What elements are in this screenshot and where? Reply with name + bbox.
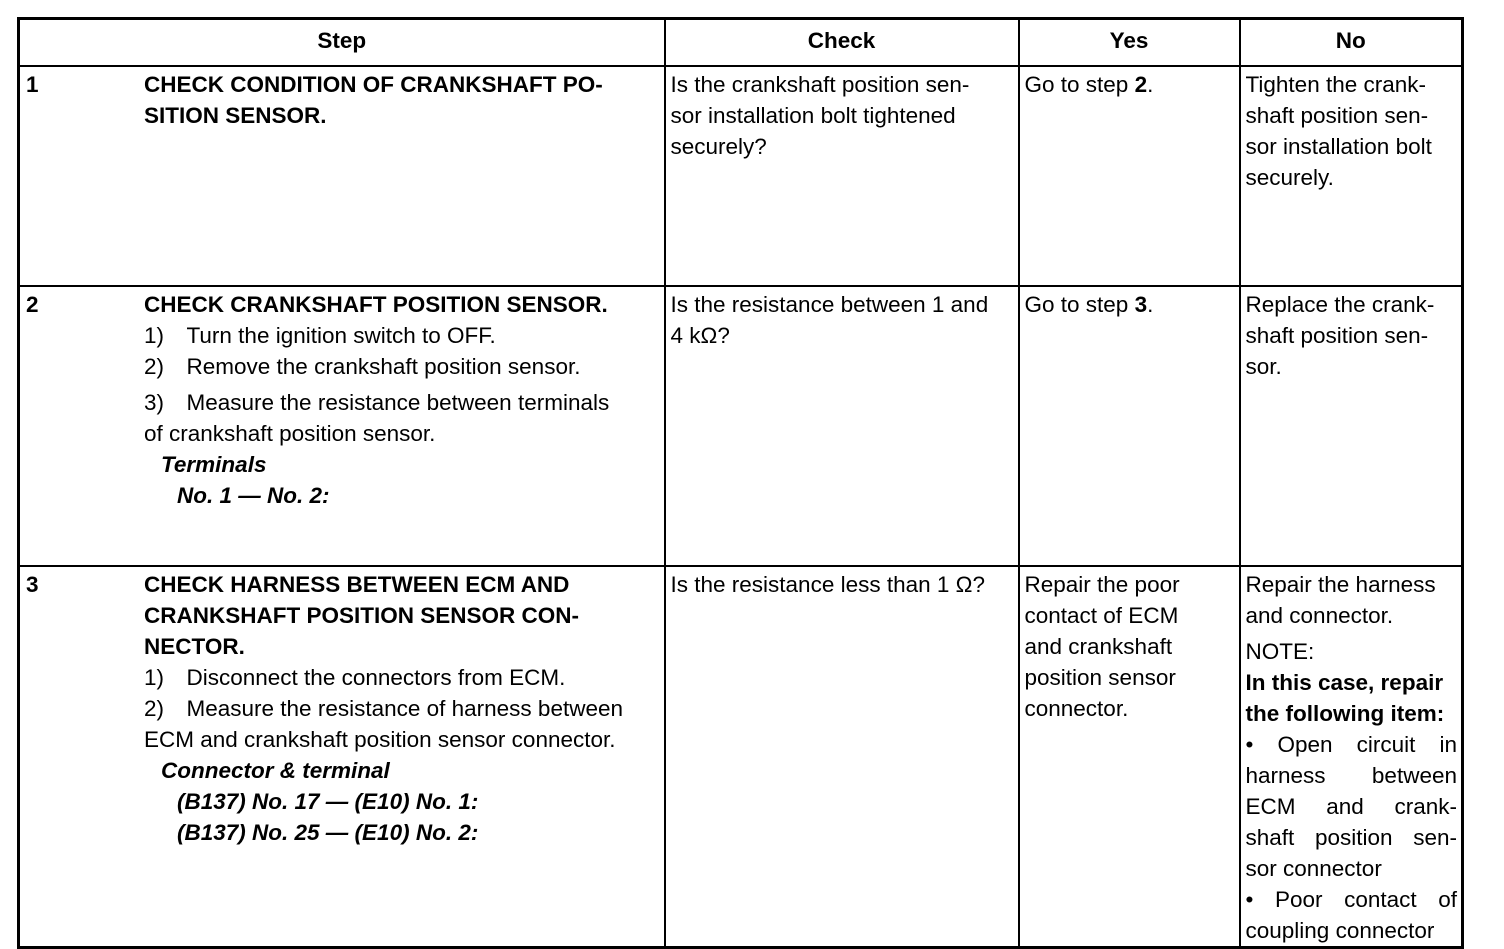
header-check: Check [665,19,1019,67]
step-number: 3 [26,572,39,597]
no-line: shaft position sen- [1245,323,1429,348]
check-cell [665,66,1019,286]
no-cell [1240,566,1463,948]
bullet-line: harness between [1245,763,1457,788]
bullet-line: shaft position sen- [1245,825,1457,850]
yes-cell [1019,566,1240,948]
step-title-line: NECTOR. [144,634,245,659]
no-line: Repair the harness [1245,572,1436,597]
step-title-line: CHECK CRANKSHAFT POSITION SENSOR. [144,292,608,317]
yes-action: Go to step 2. [1024,72,1154,97]
instruction-line: 1) Turn the ignition switch to OFF. [144,323,496,348]
step-number: 2 [26,292,39,317]
yes-line: position sensor [1024,665,1176,690]
check-line: Is the resistance between 1 and [670,292,989,317]
step-cell [19,66,665,286]
step-title-line: SITION SENSOR. [144,103,327,128]
no-cell [1240,286,1463,566]
yes-cell [1019,286,1240,566]
step-title-line: CRANKSHAFT POSITION SENSOR CON- [144,603,580,628]
step-cell [19,286,665,566]
step-cell [19,566,665,948]
connector-terminal-heading: Connector & terminal [161,758,390,783]
yes-step-ref: 3 [1134,292,1148,317]
table-row [19,286,1463,566]
yes-cell [1019,66,1240,286]
header-row [19,19,1463,67]
terminals-heading: Terminals [161,452,267,477]
instruction-line: 3) Measure the resistance between terminals [144,390,610,415]
bullet-line: sor connector [1245,856,1382,881]
check-line: Is the resistance less than 1 Ω? [670,572,985,597]
terminal-spec: No. 1 — No. 2: [177,483,330,508]
bullet-line: • Poor contact of [1245,887,1457,912]
header-step: Step [19,19,665,67]
connector-spec: (B137) No. 17 — (E10) No. 1: [177,789,479,814]
check-line: sor installation bolt tightened [670,103,956,128]
check-line: 4 kΩ? [670,323,730,348]
bullet-line: ECM and crank- [1245,794,1457,819]
check-line: Is the crankshaft position sen- [670,72,970,97]
bullet-line: • Open circuit in [1245,732,1457,757]
check-line: securely? [670,134,767,159]
diagnosis-table [17,17,1464,949]
instruction-line: ECM and crankshaft position sensor connector. [144,727,616,752]
yes-line: and crankshaft [1024,634,1173,659]
no-line: sor installation bolt [1245,134,1432,159]
check-cell [665,566,1019,948]
table-row [19,566,1463,948]
bullet-line: coupling connector [1245,918,1435,943]
header-no: No [1240,19,1463,67]
no-line: securely. [1245,165,1334,190]
yes-line: contact of ECM [1024,603,1179,628]
note-line: the following item: [1245,701,1445,726]
instruction-line: 2) Measure the resistance of harness between [144,696,624,721]
step-title-line: CHECK HARNESS BETWEEN ECM AND [144,572,570,597]
connector-spec: (B137) No. 25 — (E10) No. 2: [177,820,479,845]
no-line: sor. [1245,354,1282,379]
no-line: Replace the crank- [1245,292,1435,317]
instruction-line: 2) Remove the crankshaft position sensor. [144,354,581,379]
no-cell [1240,66,1463,286]
note-label: NOTE: [1245,639,1315,664]
check-cell [665,286,1019,566]
instruction-line: of crankshaft position sensor. [144,421,436,446]
no-line: Tighten the crank- [1245,72,1427,97]
step-number: 1 [26,72,39,97]
no-line: and connector. [1245,603,1394,628]
yes-line: connector. [1024,696,1129,721]
yes-step-ref: 2 [1134,72,1148,97]
instruction-line: 1) Disconnect the connectors from ECM. [144,665,566,690]
yes-action: Go to step 3. [1024,292,1154,317]
step-title-line: CHECK CONDITION OF CRANKSHAFT PO- [144,72,603,97]
no-line: shaft position sen- [1245,103,1429,128]
header-yes: Yes [1019,19,1240,67]
page [17,17,1461,943]
table-row [19,66,1463,286]
yes-line: Repair the poor [1024,572,1180,597]
note-line: In this case, repair [1245,670,1444,695]
